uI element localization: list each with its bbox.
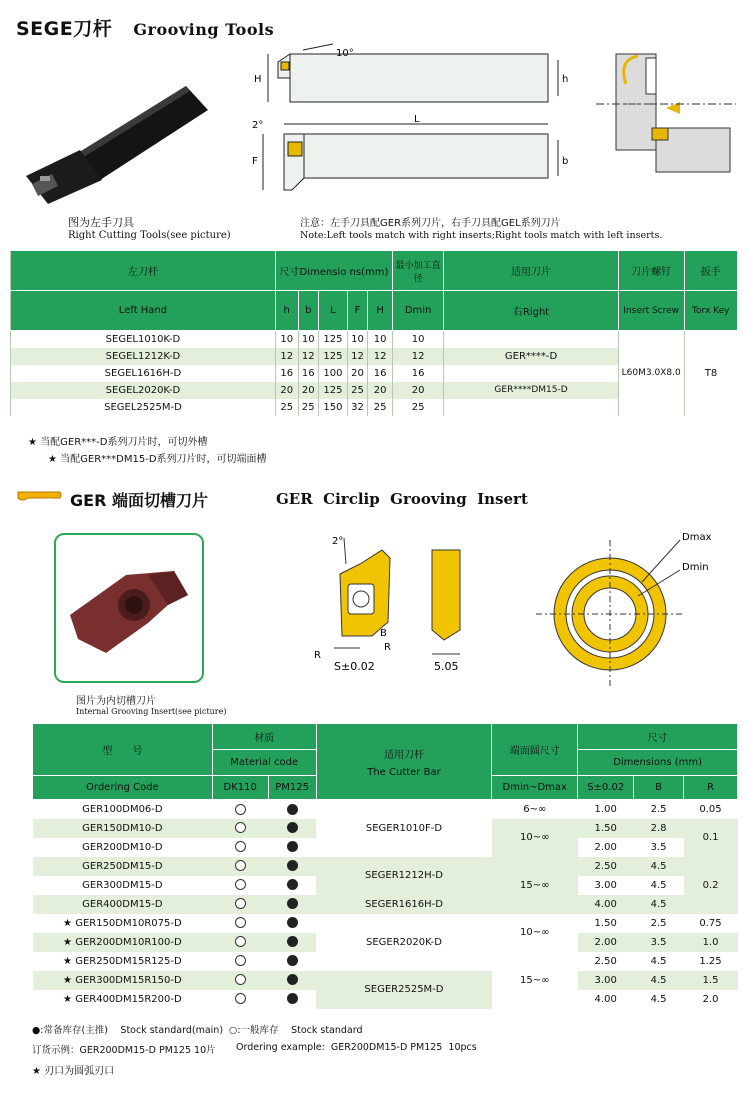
dot-icon [287, 955, 298, 966]
pm125-cell [268, 971, 316, 990]
cell-F: 12 [347, 348, 368, 365]
cell-b: 4.5 [634, 971, 684, 990]
th-s: S±0.02 [578, 776, 634, 800]
circle-icon [235, 974, 246, 985]
cell-b: 3.5 [634, 933, 684, 952]
insert-photo-caption-en: Internal Grooving Insert(see picture) [76, 707, 227, 716]
cell-H: 20 [368, 382, 393, 399]
dot-icon [287, 804, 298, 815]
circle-icon [235, 879, 246, 890]
cell-F: 10 [347, 331, 368, 348]
pm125-cell [268, 914, 316, 933]
cell-insert-a: GER****-D [444, 348, 619, 365]
dk110-cell [212, 838, 268, 857]
note-cn: 注意：左手刀具配GER系列刀片，右手刀具配GEL系列刀片 [300, 218, 561, 229]
pm125-cell [268, 857, 316, 876]
th-face-cn: 端面圆尺寸 [492, 724, 578, 776]
photo-caption-cn: 图为左手刀具 [68, 216, 134, 229]
cell-b: 16 [298, 365, 319, 382]
dot-icon [287, 860, 298, 871]
circle-icon [235, 898, 246, 909]
th-left-en: Left Hand [11, 291, 276, 331]
cell-h: 20 [275, 382, 298, 399]
cell-bar-b: SEGER1212H-D [316, 857, 492, 895]
pm125-cell [268, 819, 316, 838]
pm125-cell [268, 990, 316, 1009]
th-dmin: Dmin [392, 291, 443, 331]
table-row: GER400DM15-D [33, 895, 213, 914]
cell-L: 100 [319, 365, 348, 382]
cell-s: 2.00 [578, 933, 634, 952]
cell-L: 125 [319, 348, 348, 365]
title-cn: SEGE刀杆 [16, 18, 113, 40]
cell-L: 150 [319, 399, 348, 416]
cell-s: 1.00 [594, 803, 617, 815]
table-row: ★ GER400DM15R200-D [63, 993, 182, 1005]
insert-photo-caption-cn: 图片为内切槽刀片 [76, 696, 156, 707]
dk110-cell [212, 914, 268, 933]
th-bar-cn: 适用刀杆 [383, 749, 424, 761]
dot-icon [287, 841, 298, 852]
circle-icon [235, 955, 246, 966]
cell-face-d: 10~∞ [520, 927, 550, 938]
cell-face-c: 15~∞ [492, 857, 578, 914]
dk110-cell [212, 857, 268, 876]
cell-dmin: 25 [392, 399, 443, 416]
pointing-hand-icon [16, 486, 64, 504]
th-material-en: Material code [212, 750, 316, 776]
dim-L-label: L [414, 114, 420, 125]
dmin-label: Dmin [682, 562, 709, 573]
insert-drawing [310, 530, 480, 680]
insert-505-label: 5.05 [434, 660, 459, 673]
dot-icon [287, 879, 298, 890]
cell-h: 25 [275, 399, 298, 416]
circle-icon [235, 993, 246, 1004]
cell-H: 16 [368, 365, 393, 382]
table-row: ★ GER200DM10R100-D [33, 933, 213, 952]
cell-insert [444, 365, 619, 382]
cell-b: 12 [298, 348, 319, 365]
cell-r: 1.5 [684, 971, 738, 990]
footer-star-note: ★ 刃口为圆弧刃口 [32, 1066, 115, 1077]
dot-icon [287, 993, 298, 1004]
th-b: b [298, 291, 319, 331]
cell-b: 4.5 [634, 857, 684, 876]
table-row: SEGEL1010K-D [11, 331, 276, 348]
note-en: Note:Left tools match with right inserts;Right tools match with left inserts. [300, 230, 663, 241]
th-r: R [684, 776, 738, 800]
cell-F: 25 [347, 382, 368, 399]
th-model-cn: 型 号 [33, 724, 213, 776]
table-row: ★ GER250DM15R125-D [63, 955, 182, 967]
page-title [16, 14, 274, 41]
insert-R1-label: R [314, 650, 321, 661]
cell-b: 10 [298, 331, 319, 348]
star-note-1: ★ 当配GER***-D系列刀片时，可切外槽 [28, 437, 208, 448]
dim-H-label: H [254, 74, 262, 85]
th-model-en: Ordering Code [33, 776, 213, 800]
cell-b: 25 [298, 399, 319, 416]
cell-bar-d: SEGER2020K-D [365, 936, 442, 948]
dk110-cell [212, 895, 268, 914]
pm125-cell [268, 838, 316, 857]
face-groove-drawing [530, 526, 730, 694]
dk110-cell [212, 819, 268, 838]
order-example-cn: 订货示例：GER200DM15-D PM125 10片 [32, 1045, 216, 1056]
dim-b-label: b [562, 156, 569, 167]
cell-r: 0.05 [699, 803, 722, 815]
section2-title-en: GER Circlip Grooving Insert [276, 490, 528, 508]
th-key-en: Torx Key [684, 291, 737, 331]
circle-icon [235, 860, 246, 871]
th-dk110: DK110 [212, 776, 268, 800]
th-b: B [634, 776, 684, 800]
dot-icon [287, 936, 298, 947]
cell-bar-a: SEGER1010F-D [365, 822, 443, 834]
cell-dmin: 10 [392, 331, 443, 348]
dim-h-label: h [562, 74, 569, 85]
cell-dmin: 20 [392, 382, 443, 399]
dmax-label: Dmax [682, 532, 712, 543]
th-left-cn: 左刀杆 [11, 251, 276, 291]
cell-h: 16 [275, 365, 298, 382]
cell-bar-c: SEGER1616H-D [316, 895, 492, 914]
dk110-cell [212, 990, 268, 1009]
cell-L: 125 [319, 382, 348, 399]
insert-B-label: B [380, 628, 387, 639]
cell-b: 2.5 [650, 917, 667, 929]
holder-table [10, 250, 738, 416]
insert-photo-frame [54, 533, 204, 683]
th-pm125: PM125 [268, 776, 316, 800]
dim-F-label: F [252, 156, 258, 167]
cell-b: 2.5 [650, 803, 667, 815]
tool-holder-photo [18, 58, 228, 208]
th-dmin-cn: 最小加工直径 [392, 251, 443, 291]
th-dim-cn: 尺寸 [578, 724, 738, 750]
pm125-cell [268, 876, 316, 895]
table-row: GER250DM15-D [33, 857, 213, 876]
cell-dmin: 16 [392, 365, 443, 382]
cell-face-e: 15~∞ [520, 974, 550, 986]
cell-s: 2.00 [594, 841, 617, 853]
cell-face-b: 10~∞ [492, 819, 578, 857]
table-row: ★ GER150DM10R075-D [63, 917, 182, 929]
title-en: Grooving Tools [133, 20, 275, 39]
cell-insert [444, 331, 619, 348]
cell-s: 2.50 [578, 857, 634, 876]
cell-r: 1.25 [699, 955, 722, 967]
grooving-illustration [596, 44, 736, 194]
dk110-cell [212, 971, 268, 990]
cell-bar-e: SEGER2525M-D [316, 971, 492, 1009]
cell-b: 4.5 [634, 895, 684, 914]
pm125-cell [268, 800, 316, 819]
star-note-2: ★ 当配GER***DM15-D系列刀片时，可切端面槽 [48, 454, 267, 465]
cell-H: 25 [368, 399, 393, 416]
cell-s: 2.50 [594, 955, 617, 967]
th-material-cn: 材质 [212, 724, 316, 750]
th-screw-en: Insert Screw [618, 291, 684, 331]
th-dim-en: Dimensions (mm) [578, 750, 738, 776]
stock-legend: ●:常备库存(主推) Stock standard(main) ○:一般库存 Stock standard [32, 1025, 363, 1036]
pm125-cell [268, 933, 316, 952]
cell-s: 3.00 [594, 879, 617, 891]
dk110-cell [212, 933, 268, 952]
dk110-cell [212, 876, 268, 895]
insert-photo [56, 535, 202, 681]
th-insert-en: 右Right [444, 291, 619, 331]
cell-F: 32 [347, 399, 368, 416]
cell-L: 125 [319, 331, 348, 348]
cell-insert [444, 399, 619, 416]
circle-icon [235, 804, 246, 815]
cell-dmin: 12 [392, 348, 443, 365]
angle-2-label: 2° [252, 120, 264, 131]
th-dims: 尺寸Dimensio ns(mm) [275, 251, 392, 291]
holder-drawing [248, 40, 578, 200]
table-row: GER300DM15-D [82, 879, 163, 891]
dot-icon [287, 898, 298, 909]
th-h: h [275, 291, 298, 331]
cell-b: 4.5 [650, 955, 667, 967]
table-row: GER150DM10-D [33, 819, 213, 838]
cell-r-group-b: 0.2 [684, 857, 738, 914]
order-example-en: Ordering example: GER200DM15-D PM125 10pcs [236, 1042, 477, 1053]
cell-r: 2.0 [702, 993, 719, 1005]
pm125-cell [268, 952, 316, 971]
cell-s: 1.50 [578, 819, 634, 838]
circle-icon [235, 936, 246, 947]
cell-r: 0.75 [699, 917, 722, 929]
dot-icon [287, 917, 298, 928]
cell-b: 3.5 [650, 841, 667, 853]
cell-b: 20 [298, 382, 319, 399]
cell-r-group-a: 0.1 [684, 819, 738, 857]
table-row: SEGEL1616H-D [11, 365, 276, 382]
dk110-cell [212, 952, 268, 971]
cell-r: 1.0 [684, 933, 738, 952]
th-L: L [319, 291, 348, 331]
circle-icon [235, 822, 246, 833]
circle-icon [235, 841, 246, 852]
cell-s: 4.00 [578, 895, 634, 914]
cell-s: 3.00 [578, 971, 634, 990]
dk110-cell [212, 800, 268, 819]
table-row: GER200DM10-D [82, 841, 163, 853]
photo-caption-en: Right Cutting Tools(see picture) [68, 230, 231, 241]
table-row: GER100DM06-D [82, 803, 163, 815]
insert-table [32, 723, 738, 1009]
cell-b: 4.5 [650, 879, 667, 891]
cell-b: 2.8 [634, 819, 684, 838]
cell-H: 10 [368, 331, 393, 348]
cell-h: 10 [275, 331, 298, 348]
th-face-en: Dmin~Dmax [492, 776, 578, 800]
th-key-cn: 扳手 [684, 251, 737, 291]
th-bar-en: The Cutter Bar [367, 766, 441, 778]
table-row: SEGEL1212K-D [11, 348, 276, 365]
th-insert-cn: 适用刀片 [444, 251, 619, 291]
circle-icon [235, 917, 246, 928]
cell-insert-b: GER****DM15-D [444, 382, 619, 399]
th-H: H [368, 291, 393, 331]
insert-S-label: S±0.02 [334, 660, 375, 673]
section2-title-cn: GER 端面切槽刀片 [70, 491, 208, 510]
insert-R2-label: R [384, 642, 391, 653]
cell-key: T8 [684, 331, 737, 416]
cell-b: 4.5 [650, 993, 667, 1005]
pm125-cell [268, 895, 316, 914]
th-F: F [347, 291, 368, 331]
table-row: ★ GER300DM15R150-D [33, 971, 213, 990]
cell-face-a: 6~∞ [523, 803, 547, 815]
table-row: SEGEL2020K-D [11, 382, 276, 399]
th-bar [316, 724, 492, 800]
cell-h: 12 [275, 348, 298, 365]
table-row: SEGEL2525M-D [11, 399, 276, 416]
insert-angle-label: 2° [332, 536, 344, 547]
dot-icon [287, 974, 298, 985]
angle-10-label: 10° [336, 48, 354, 59]
cell-F: 20 [347, 365, 368, 382]
cell-H: 12 [368, 348, 393, 365]
cell-s: 4.00 [594, 993, 617, 1005]
dot-icon [287, 822, 298, 833]
th-screw-cn: 刀片螺钉 [618, 251, 684, 291]
cell-s: 1.50 [594, 917, 617, 929]
cell-screw: L60M3.0X8.0 [618, 331, 684, 416]
